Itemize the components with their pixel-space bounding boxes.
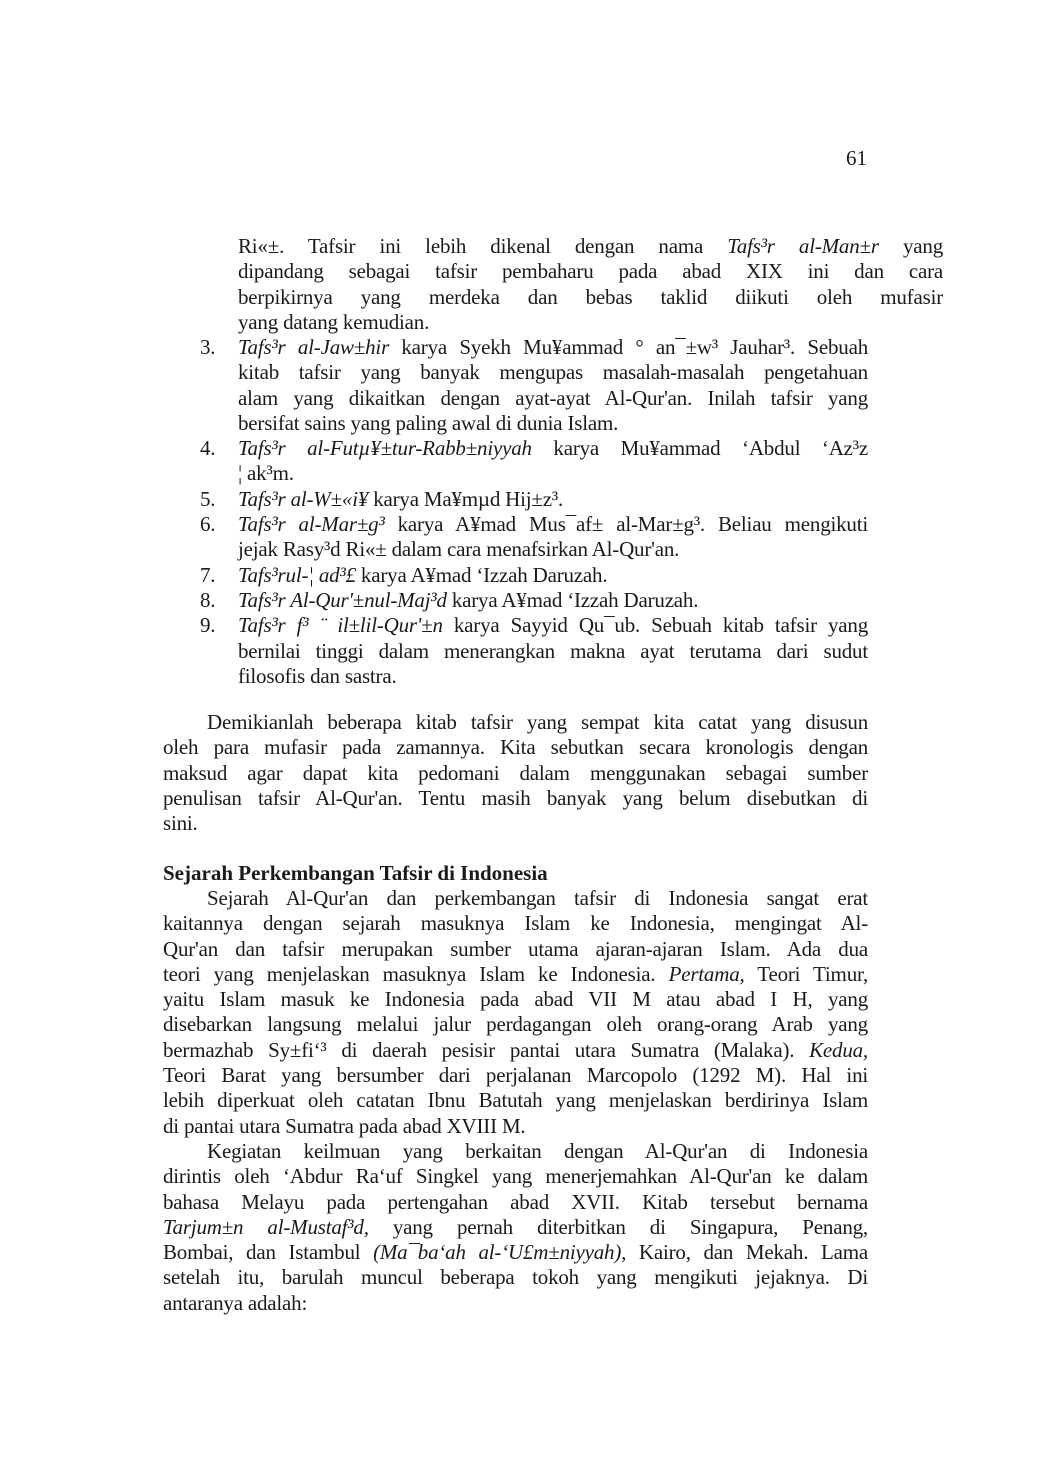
text-line <box>163 911 868 936</box>
list-number: 9. <box>200 613 216 638</box>
list-number: 5. <box>200 486 216 511</box>
list-item <box>163 613 868 689</box>
paragraph <box>163 886 868 1139</box>
text-run: antaranya adalah: <box>163 1290 308 1315</box>
list-number: 3. <box>200 335 216 359</box>
list-item <box>163 588 868 613</box>
text-line <box>163 761 868 786</box>
text-line <box>238 310 943 335</box>
italic-text-run: Tafs³r al-Man±r <box>727 234 879 258</box>
list-number: 4. <box>200 436 216 461</box>
text-run: karya A¥mad Mus¯af± al-Mar±g³. Beliau mengikuti <box>384 512 868 537</box>
italic-text-run: Tafs³r al-Jaw±hir <box>238 335 390 359</box>
text-run: penulisan tafsir Al-Qur'an. Tentu masih banyak yang belum disebutkan di <box>163 785 868 810</box>
text-run: maksud agar dapat kita pedomani dalam menggunakan sebagai sumber <box>163 760 868 785</box>
text-line <box>238 639 868 664</box>
text-run: filosofis dan sastra. <box>238 663 397 688</box>
text-run: kitab tafsir yang banyak mengupas masalah-masalah pengetahuan <box>238 360 868 385</box>
text-line <box>238 537 868 562</box>
text-run: Teori Timur, <box>744 961 868 986</box>
text-line <box>163 1215 868 1240</box>
text-line <box>163 1139 868 1164</box>
text-run: alam yang dikaitkan dengan ayat-ayat Al-Qur'an. Inilah tafsir yang <box>238 385 868 410</box>
text-run: Kegiatan keilmuan yang berkaitan dengan Al-Qur'an di Indonesia <box>207 1139 868 1163</box>
italic-text-run: Tafs³r al-Mar±g³ <box>238 512 385 537</box>
text-run: berpikirnya yang merdeka dan bebas taklid diikuti oleh mufasir <box>238 284 943 309</box>
paragraph <box>163 710 868 836</box>
italic-text-run: Tafs³rul-¦ ad³£ <box>238 562 356 587</box>
text-run: karya Syekh Mu¥ammad ° an¯±w³ Jauhar³. Sebuah <box>389 335 868 359</box>
text-line <box>163 937 868 962</box>
text-run: dipandang sebagai tafsir pembaharu pada abad XIX ini dan cara <box>238 259 943 284</box>
text-line <box>163 962 868 987</box>
text-line <box>163 1265 868 1290</box>
text-run: karya Sayyid Qu¯ub. Sebuah kitab tafsir yang <box>442 613 868 638</box>
text-run: karya A¥mad ‘Izzah Daruzah. <box>446 587 699 612</box>
text-line <box>238 259 943 284</box>
text-line <box>238 613 868 638</box>
section-heading: Sejarah Perkembangan Tafsir di Indonesia <box>163 861 548 885</box>
text-line <box>238 360 868 385</box>
italic-text-run: Kedua, <box>809 1037 868 1062</box>
text-run: Demikianlah beberapa kitab tafsir yang sempat kita catat yang disusun <box>207 710 868 734</box>
text-line <box>238 563 868 588</box>
text-run: Qur'an dan tafsir merupakan sumber utama ajaran-ajaran Islam. Ada dua <box>163 936 868 961</box>
text-run: teori yang menjelaskan masuknya Islam ke Indonesia. <box>163 961 669 986</box>
text-run: Kairo, dan Mekah. Lama <box>626 1240 868 1265</box>
text-line <box>238 335 868 360</box>
text-run: oleh para mufasir pada zamannya. Kita sebutkan secara kronologis dengan <box>163 735 868 760</box>
text-run: jejak Rasy³d Ri«± dalam cara menafsirkan Al-Qur'an. <box>238 537 680 562</box>
text-run: disebarkan langsung melalui jalur perdagangan oleh orang-orang Arab yang <box>163 1012 868 1037</box>
text-run: yang <box>878 234 943 258</box>
text-line <box>238 461 868 486</box>
text-line <box>238 588 868 613</box>
text-line <box>238 285 943 310</box>
text-line <box>163 1240 868 1265</box>
list-number: 6. <box>200 512 216 537</box>
italic-text-run: Tafs³r al-W±«i¥ <box>238 486 369 511</box>
text-line <box>163 811 868 836</box>
text-line <box>163 1164 868 1189</box>
text-line <box>163 886 868 911</box>
text-line <box>163 786 868 811</box>
text-run: kaitannya dengan sejarah masuknya Islam ke Indonesia, mengingat Al- <box>163 911 868 936</box>
text-run: ¦ ak³m. <box>238 461 294 486</box>
text-run: sini. <box>163 811 198 836</box>
list-continuation <box>163 234 943 335</box>
list-number: 8. <box>200 587 216 612</box>
text-run: setelah itu, barulah muncul beberapa tokoh yang mengikuti jejaknya. Di <box>163 1265 868 1290</box>
text-line <box>163 987 868 1012</box>
text-run: yang pernah diterbitkan di Singapura, Penang, <box>368 1214 868 1239</box>
list-item <box>163 335 868 436</box>
text-run: karya Ma¥mµd Hij±z³. <box>368 486 564 511</box>
text-line <box>163 1190 868 1215</box>
list-item <box>163 512 868 563</box>
italic-text-run: Tafs³r Al-Qur'±nul-Maj³d <box>238 587 447 612</box>
italic-text-run: (Ma¯ba‘ah al-‘U£m±niyyah), <box>373 1240 627 1265</box>
text-run: bahasa Melayu pada pertengahan abad XVII. Kitab tersebut bernama <box>163 1189 868 1214</box>
italic-text-run: Tarjum±n al-Mustaf³d, <box>163 1214 369 1239</box>
italic-text-run: Tafs³r al-Futµ¥±tur-Rabb±niyyah <box>238 436 532 461</box>
italic-text-run: Pertama, <box>668 961 745 986</box>
text-run: bermazhab Sy±fi‘³ di daerah pesisir pantai utara Sumatra (Malaka). <box>163 1037 810 1062</box>
text-run: Bombai, dan Istambul <box>163 1240 374 1265</box>
text-run: yaitu Islam masuk ke Indonesia pada abad VII M atau abad I H, yang <box>163 987 868 1012</box>
text-line <box>238 436 868 461</box>
text-run: Ri«±. Tafsir ini lebih dikenal dengan nama <box>238 234 728 258</box>
text-line <box>163 1038 868 1063</box>
text-line <box>238 386 868 411</box>
text-line <box>238 411 868 436</box>
text-run: karya Mu¥ammad ‘Abdul ‘Az³z <box>531 436 868 461</box>
text-line <box>238 234 943 259</box>
list-item <box>163 563 868 588</box>
italic-text-run: Tafs³r f³ ¨ il±lil-Qur'±n <box>238 613 443 638</box>
list-item <box>163 436 868 487</box>
text-line <box>238 664 868 689</box>
text-run: lebih diperkuat oleh catatan Ibnu Batutah yang menjelaskan berdirinya Islam <box>163 1088 868 1113</box>
text-line <box>163 1012 868 1037</box>
text-line <box>163 710 868 735</box>
text-run: dirintis oleh ‘Abdur Ra‘uf Singkel yang menerjemahkan Al-Qur'an ke dalam <box>163 1164 868 1189</box>
tafsir-list <box>163 335 868 689</box>
text-line <box>163 1088 868 1113</box>
text-run: Teori Barat yang bersumber dari perjalanan Marcopolo (1292 M). Hal ini <box>163 1063 868 1088</box>
paragraph <box>163 1139 868 1316</box>
text-line <box>163 735 868 760</box>
text-run: karya A¥mad ‘Izzah Daruzah. <box>355 562 608 587</box>
text-line <box>163 1063 868 1088</box>
list-item <box>163 487 868 512</box>
list-number: 7. <box>200 562 216 587</box>
text-line <box>238 487 868 512</box>
text-line <box>238 512 868 537</box>
text-run: di pantai utara Sumatra pada abad XVIII M. <box>163 1113 526 1138</box>
text-run: Sejarah Al-Qur'an dan perkembangan tafsir di Indonesia sangat erat <box>207 886 868 910</box>
text-line <box>163 1114 868 1139</box>
text-line <box>163 1291 868 1316</box>
text-run: bersifat sains yang paling awal di dunia Islam. <box>238 410 619 435</box>
page-number: 61 <box>846 146 867 170</box>
text-run: bernilai tinggi dalam menerangkan makna ayat terutama dari sudut <box>238 638 868 663</box>
text-run: yang datang kemudian. <box>238 309 430 334</box>
